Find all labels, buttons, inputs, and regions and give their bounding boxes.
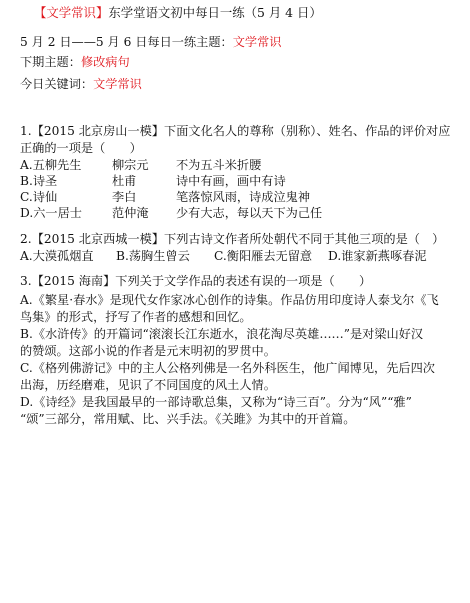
q1-option-d-name: D.六一居士	[20, 206, 82, 220]
q3-stem: 3.【2015 海南】下列关于文学作品的表述有误的一项是（ ）	[20, 274, 372, 288]
q1-option-b-author: 杜甫	[112, 174, 137, 188]
q1-option-c-author: 李白	[112, 190, 137, 204]
q1-option-c-work: 笔落惊风雨，诗成泣鬼神	[176, 190, 311, 204]
next-label: 下期主题：	[20, 55, 81, 69]
q3-line-c2: 出海，历经磨难，见识了不同国度的风土人情。	[20, 378, 276, 392]
q1-option-row	[20, 204, 440, 222]
q1-option-a-author: 柳宗元	[112, 158, 149, 172]
keyword-label: 今日关键词：	[20, 77, 94, 91]
q1-option-a-name: A.五柳先生	[20, 158, 82, 172]
q3-line-b1: B.《水浒传》的开篇词“滚滚长江东逝水，浪花淘尽英雄……”是对梁山好汉	[20, 327, 424, 341]
q3-line-b2: 的赞颂。这部小说的作者是元末明初的罗贯中。	[20, 344, 276, 358]
q2-options	[20, 247, 460, 265]
period-label: 5 月 2 日——5 月 6 日每日一练主题：	[20, 35, 233, 49]
q3-line-a2: 鸟集》的形式，抒写了作者的感想和回忆。	[20, 310, 252, 324]
period-theme	[20, 33, 281, 51]
next-value: 修改病句	[80, 55, 130, 69]
q1-option-d-author: 范仲淹	[112, 206, 149, 220]
q2-option-d: D.谁家新燕啄春泥	[328, 249, 427, 263]
q1-stem-line2: 正确的一项是（ ）	[20, 141, 142, 155]
next-theme	[20, 53, 130, 71]
q3-line-d1: D.《诗经》是我国最早的一部诗歌总集，又称为“诗三百”。分为“风”“雅”	[20, 395, 412, 409]
q2-option-b: B.荡胸生曾云	[116, 249, 190, 263]
q1-option-b-name: B.诗圣	[20, 174, 58, 188]
title-bracket-close: 】	[95, 5, 109, 20]
q3-line-d2: “颂”三部分，常用赋、比、兴手法。《关雎》为其中的开首篇。	[20, 412, 356, 426]
q2-option-a: A.大漠孤烟直	[20, 249, 94, 263]
title-bracket-open: 【	[34, 5, 47, 20]
q1-stem-line1: 1.【2015 北京房山一模】下面文化名人的尊称（别称）、姓名、作品的评价对应	[20, 124, 451, 138]
q2-option-c: C.衡阳雁去无留意	[214, 249, 313, 263]
q1-option-b-work: 诗中有画，画中有诗	[176, 174, 286, 188]
title-text: 东学堂语文初中每日一练（5 月 4 日）	[108, 5, 322, 20]
keyword-value: 文学常识	[93, 77, 142, 91]
q3-line-c1: C.《格列佛游记》中的主人公格列佛是一名外科医生，他广闻博见，先后四次	[20, 361, 435, 375]
q1-option-d-work: 少有大志，每以天下为己任	[176, 206, 323, 220]
q2-stem: 2.【2015 北京西城一模】下列古诗文作者所处朝代不同于其他三项的是（ ）	[20, 232, 445, 246]
period-value: 文学常识	[232, 35, 282, 49]
title-tag: 文学常识	[46, 5, 96, 20]
q1-option-a-work: 不为五斗米折腰	[176, 158, 262, 172]
page-title	[34, 4, 322, 22]
today-keyword	[20, 75, 142, 93]
q3-line-a1: A.《繁星·春水》是现代女作家冰心创作的诗集。作品仿用印度诗人泰戈尔《飞	[20, 293, 439, 307]
q1-option-c-name: C.诗仙	[20, 190, 58, 204]
